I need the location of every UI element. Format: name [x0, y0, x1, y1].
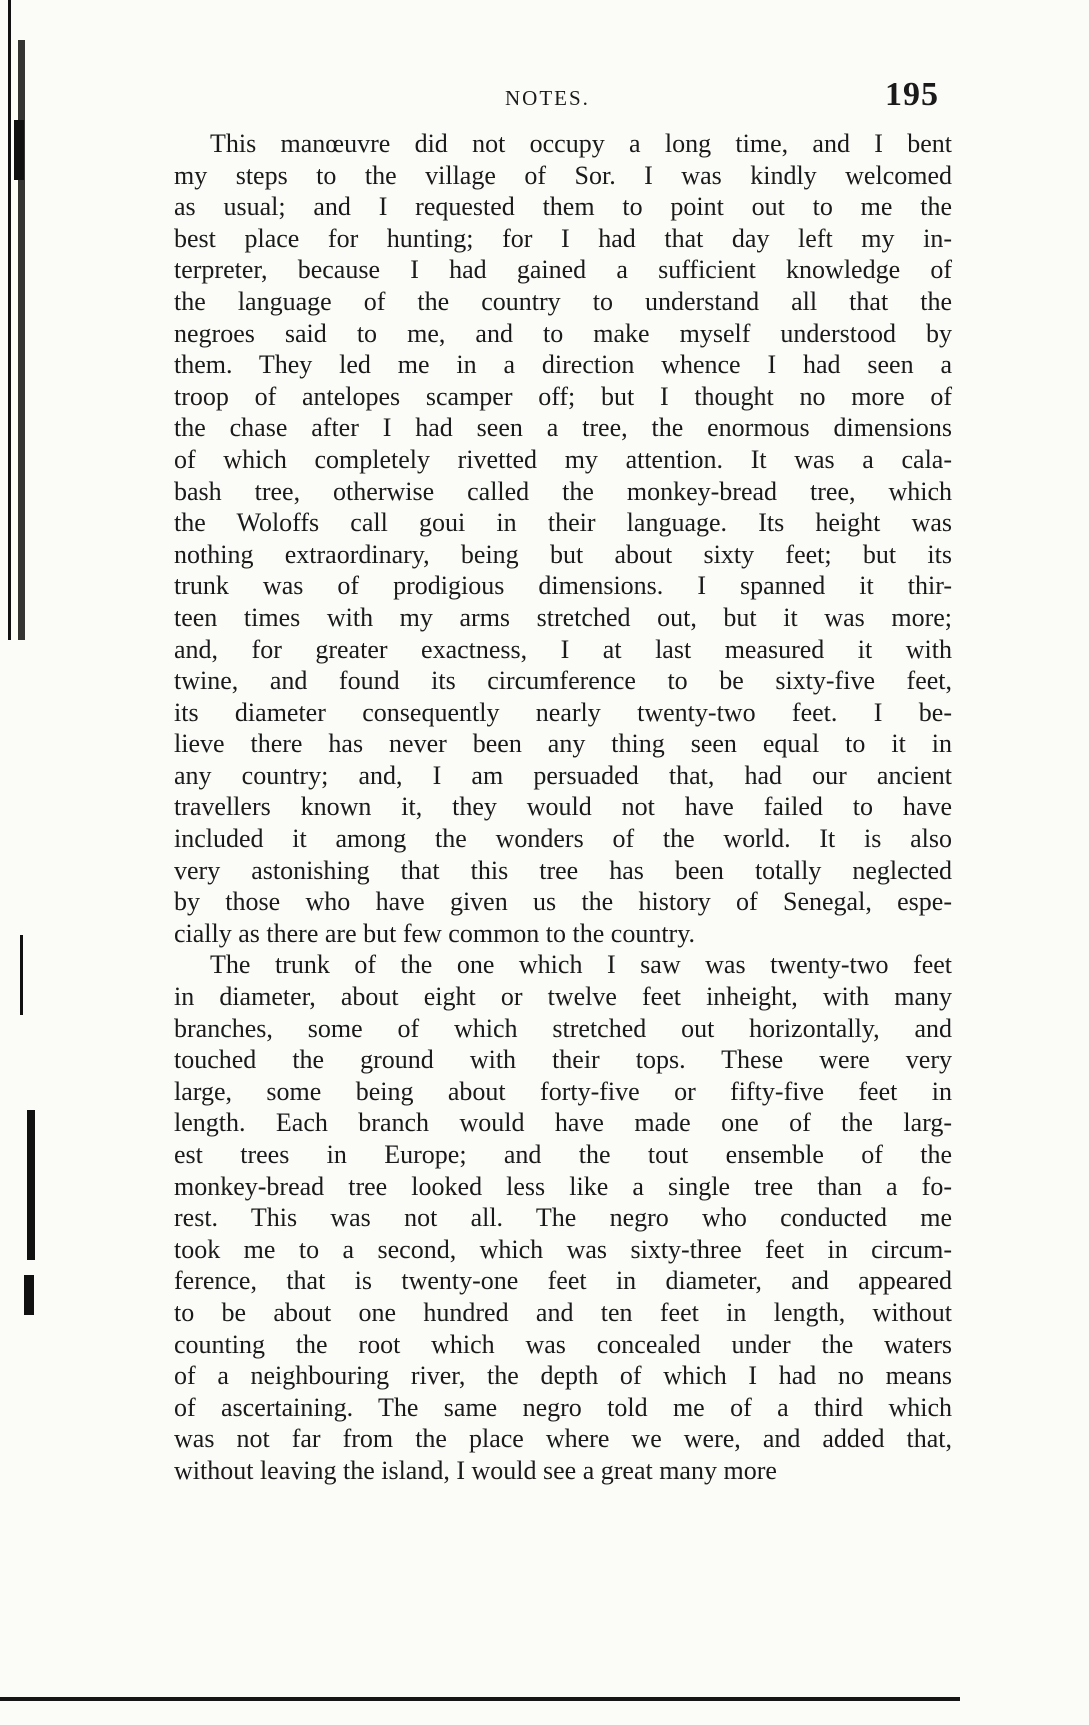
- text-line: rest. This was not all. The negro who conducted me: [174, 1203, 952, 1233]
- binding-edge-mark: [24, 1275, 34, 1315]
- text-line: monkey-bread tree looked less like a single tree than a fo-: [174, 1171, 952, 1201]
- text-line: cially as there are but few common to the country.: [174, 918, 696, 948]
- text-line: of a neighbouring river, the depth of which I had no means: [174, 1361, 952, 1391]
- text-line: the chase after I had seen a tree, the enormous dimensions: [174, 413, 952, 443]
- binding-edge-mark: [20, 935, 23, 1015]
- text-line: lieve there has never been any thing seen equal to it in: [174, 729, 952, 759]
- text-line: of ascertaining. The same negro told me of a third which: [174, 1392, 952, 1422]
- text-line: its diameter consequently nearly twenty-two feet. I be-: [174, 697, 952, 727]
- text-line: by those who have given us the history of Senegal, espe-: [174, 887, 952, 917]
- text-line: negroes said to me, and to make myself understood by: [174, 318, 952, 348]
- text-line: nothing extraordinary, being but about sixty feet; but its: [174, 539, 952, 569]
- text-line: the language of the country to understand all that the: [174, 286, 952, 316]
- text-line: bash tree, otherwise called the monkey-bread tree, which: [174, 476, 952, 506]
- text-line: troop of antelopes scamper off; but I thought no more of: [174, 381, 952, 411]
- body-text: [174, 128, 952, 1487]
- text-line: without leaving the island, I would see a great many more: [174, 1455, 777, 1485]
- binding-edge-mark: [27, 1110, 35, 1260]
- text-line: included it among the wonders of the world. It is also: [174, 824, 952, 854]
- running-head: NOTES.: [505, 86, 590, 110]
- text-line: my steps to the village of Sor. I was kindly welcomed: [174, 160, 952, 190]
- text-line: was not far from the place where we were, and added that,: [174, 1424, 952, 1454]
- text-line: ference, that is twenty-one feet in diameter, and appeared: [174, 1266, 952, 1296]
- binding-edge-mark: [14, 120, 24, 180]
- text-line: branches, some of which stretched out horizontally, and: [174, 1013, 952, 1043]
- text-line: length. Each branch would have made one of the larg-: [174, 1108, 952, 1138]
- text-line: travellers known it, they would not have failed to have: [174, 792, 952, 822]
- text-line: very astonishing that this tree has been totally neglected: [174, 855, 952, 885]
- text-line: the Woloffs call goui in their language. Its height was: [174, 508, 952, 538]
- text-line: This manœuvre did not occupy a long time, and I bent: [210, 129, 952, 158]
- text-line: twine, and found its circumference to be sixty-five feet,: [174, 666, 952, 696]
- text-line: any country; and, I am persuaded that, had our ancient: [174, 760, 952, 790]
- text-line: touched the ground with their tops. These were very: [174, 1045, 952, 1075]
- text-line: terpreter, because I had gained a sufficient knowledge of: [174, 255, 952, 285]
- text-line: est trees in Europe; and the tout ensemble of the: [174, 1140, 952, 1169]
- bottom-rule: [0, 1697, 960, 1701]
- text-line: large, some being about forty-five or fifty-five feet in: [174, 1076, 952, 1106]
- text-line: of which completely rivetted my attention. It was a cala-: [174, 444, 952, 474]
- text-line: teen times with my arms stretched out, but it was more;: [174, 602, 952, 632]
- text-line: to be about one hundred and ten feet in length, without: [174, 1297, 952, 1327]
- text-line: in diameter, about eight or twelve feet inheight, with many: [174, 982, 952, 1012]
- text-line: counting the root which was concealed under the waters: [174, 1329, 952, 1359]
- text-line: and, for greater exactness, I at last measured it with: [174, 634, 952, 664]
- text-line: The trunk of the one which I saw was twenty-two feet: [210, 950, 952, 980]
- text-line: took me to a second, which was sixty-three feet in circum-: [174, 1234, 952, 1264]
- page-number: 195: [885, 76, 939, 113]
- text-line: them. They led me in a direction whence I had seen a: [174, 350, 952, 380]
- text-line: trunk was of prodigious dimensions. I spanned it thir-: [174, 571, 952, 601]
- text-line: as usual; and I requested them to point out to me the: [174, 192, 952, 222]
- page-header: [0, 76, 1089, 122]
- text-line: best place for hunting; for I had that day left my in-: [174, 223, 952, 253]
